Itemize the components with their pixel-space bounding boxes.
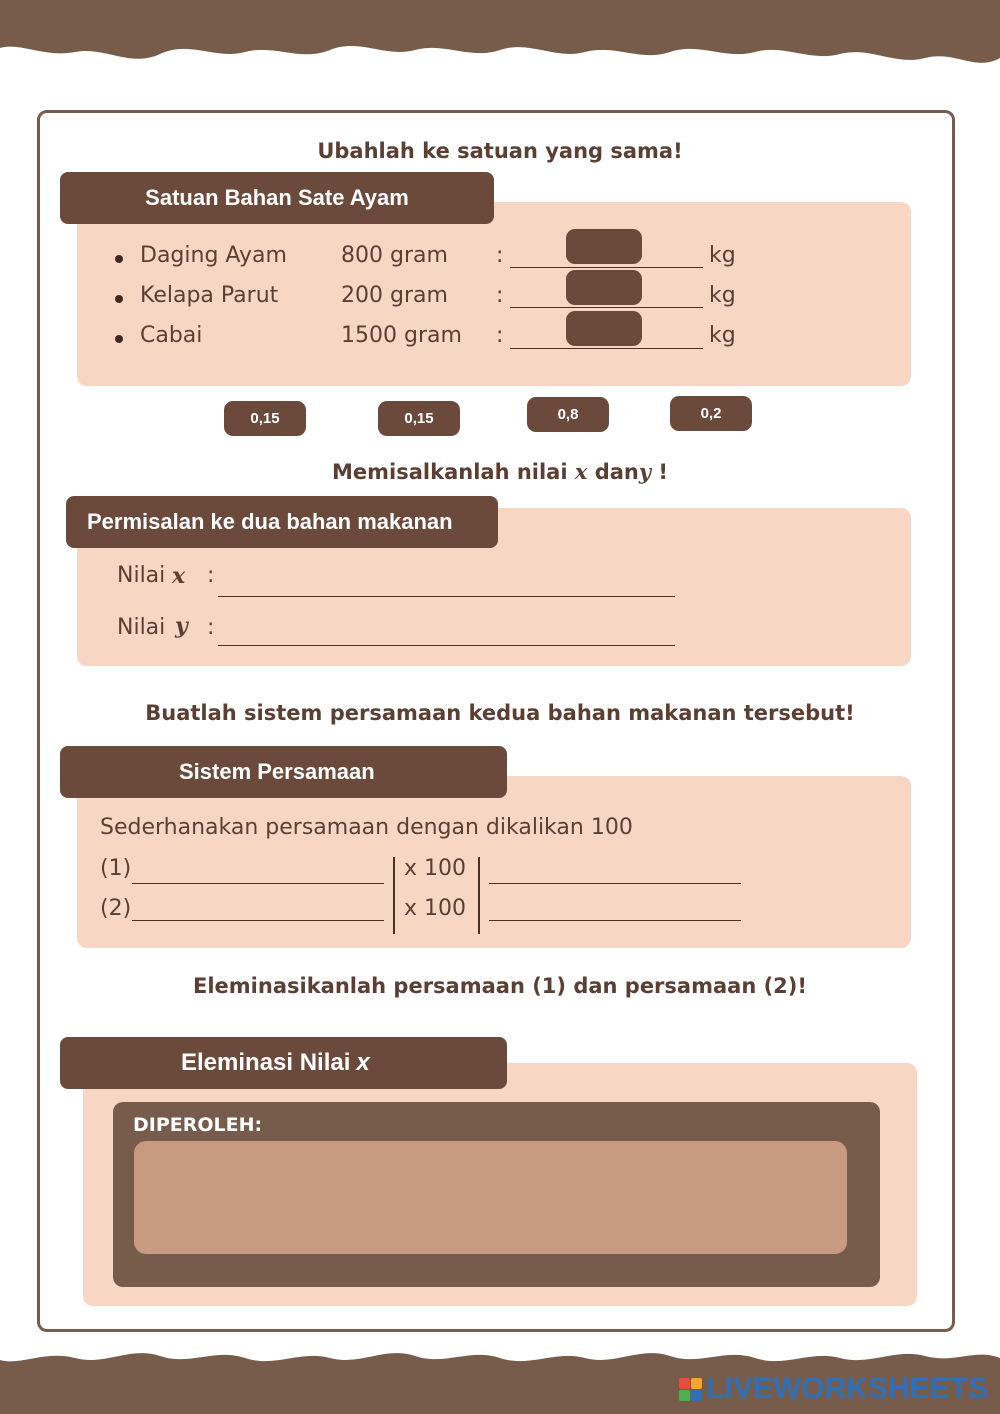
- answer-option-chip[interactable]: 0,8: [527, 397, 609, 432]
- liveworksheets-logo-icon: [679, 1378, 702, 1401]
- answer-line-y[interactable]: [218, 645, 675, 646]
- simplified-input-line[interactable]: [489, 883, 741, 884]
- variable-label: Nilai: [117, 563, 166, 588]
- answer-option-chip[interactable]: 0,15: [224, 401, 306, 436]
- logo-tile: [679, 1390, 690, 1401]
- brand-name: LIVEWORKSHEETS: [706, 1372, 988, 1405]
- answer-drop-slot[interactable]: [566, 311, 642, 346]
- answer-drop-slot[interactable]: [566, 270, 642, 305]
- bullet-icon: [115, 335, 123, 343]
- bullet-icon: [115, 255, 123, 263]
- ingredient-amount: 1500 gram: [341, 323, 462, 348]
- section3-heading: Buatlah sistem persamaan kedua bahan makanan tersebut!: [145, 701, 855, 725]
- colon: :: [496, 323, 504, 348]
- section3-tab: Sistem Persamaan: [60, 746, 507, 798]
- multiplier-text: x 100: [404, 856, 467, 881]
- section4-tab: [60, 1037, 507, 1089]
- variable-y: y: [175, 613, 188, 639]
- ingredient-name: Cabai: [140, 323, 203, 348]
- divider-bar: [478, 857, 480, 934]
- multiplier-text: x 100: [404, 896, 467, 921]
- divider-bar: [393, 857, 395, 934]
- answer-drop-slot[interactable]: [566, 229, 642, 264]
- equation-number: (2): [100, 896, 132, 921]
- tab-label: Eleminasi Nilai: [181, 1049, 351, 1076]
- answer-line: [510, 267, 703, 268]
- section2-tab: Permisalan ke dua bahan makanan: [66, 496, 498, 548]
- answer-line: [510, 348, 703, 349]
- section1-tab: Satuan Bahan Sate Ayam: [60, 172, 494, 224]
- unit-label: kg: [709, 243, 736, 268]
- answer-line-x[interactable]: [218, 596, 675, 597]
- variable-x: x: [172, 563, 186, 589]
- logo-tile: [679, 1378, 690, 1389]
- section3-panel: [77, 776, 911, 948]
- unit-label: kg: [709, 323, 736, 348]
- equation-input-line[interactable]: [132, 920, 384, 921]
- liveworksheets-brand: [679, 1372, 988, 1406]
- unit-label: kg: [709, 283, 736, 308]
- top-wave-decoration: [0, 0, 1000, 80]
- logo-tile: [691, 1390, 702, 1401]
- answer-option-chip[interactable]: 0,2: [670, 396, 752, 431]
- variable-y: y: [638, 459, 652, 484]
- answer-option-chip[interactable]: 0,15: [378, 401, 460, 436]
- ingredient-amount: 200 gram: [341, 283, 448, 308]
- equation-input-line[interactable]: [132, 883, 384, 884]
- result-label: DIPEROLEH:: [133, 1114, 263, 1136]
- variable-label: Nilai: [117, 615, 166, 640]
- heading-text: Memisalkanlah nilai: [332, 460, 568, 484]
- ingredient-name: Daging Ayam: [140, 243, 287, 268]
- heading-text: !: [658, 460, 668, 484]
- ingredient-name: Kelapa Parut: [140, 283, 279, 308]
- variable-x: x: [574, 459, 588, 484]
- colon: :: [496, 283, 504, 308]
- equation-number: (1): [100, 856, 132, 881]
- colon: :: [496, 243, 504, 268]
- result-input-area[interactable]: [134, 1141, 847, 1254]
- answer-line: [510, 307, 703, 308]
- section4-heading: Eleminasikanlah persamaan (1) dan persamaan (2)!: [193, 974, 807, 998]
- simplified-input-line[interactable]: [489, 920, 741, 921]
- instruction-text: Sederhanakan persamaan dengan dikalikan 100: [100, 815, 633, 840]
- variable-x: x: [356, 1049, 370, 1076]
- result-box: [113, 1102, 880, 1287]
- section1-heading: Ubahlah ke satuan yang sama!: [317, 139, 683, 163]
- heading-text: dan: [594, 460, 639, 484]
- bullet-icon: [115, 295, 123, 303]
- colon: :: [207, 563, 215, 588]
- logo-tile: [691, 1378, 702, 1389]
- colon: :: [207, 615, 215, 640]
- section2-heading: [0, 459, 1000, 484]
- ingredient-amount: 800 gram: [341, 243, 448, 268]
